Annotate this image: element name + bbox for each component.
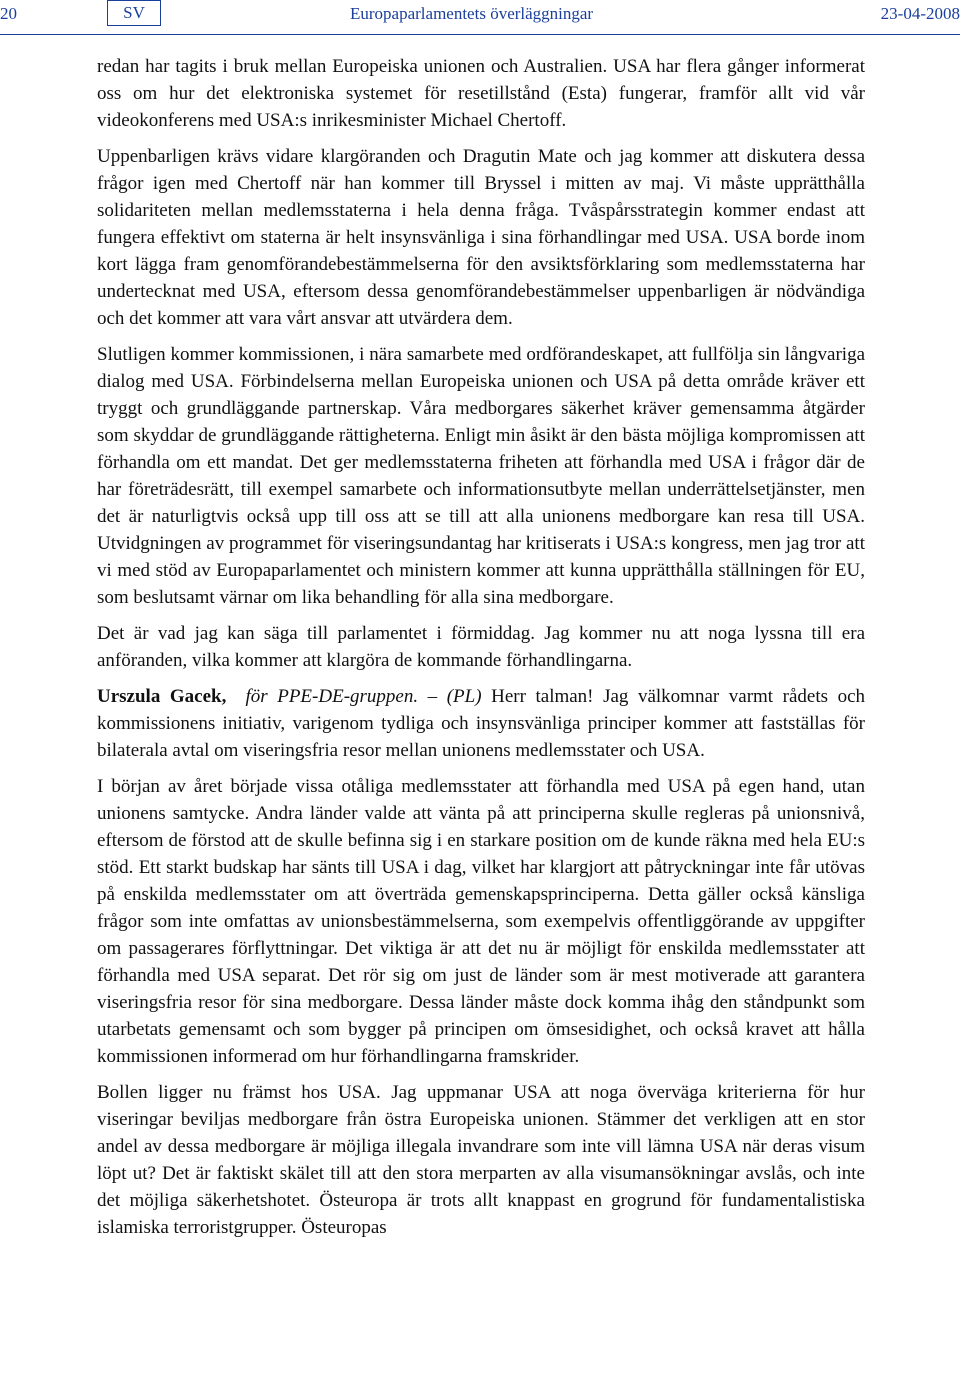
speech-text: Herr talman! Jag välkomnar varmt rådets och kommissionens initiativ, varigenom tydliga och insynsvänliga principer kommer att fastställas för bilaterala avtal om viseringsfria resor mellan unionens medlemsstater och USA. [97,686,865,761]
paragraph: I början av året började vissa otåliga medlemsstater att förhandla med USA på egen hand, utan unionens samtycke. Andra länder valde att vänta på att principerna skulle regleras på unionsnivå, eftersom de förstod att de skulle befinna sig i en starkare position om de kunde räkna med hela EU:s stöd. Ett starkt budskap har sänts till USA i dag, vilket har klargjort att påtryckningar inte får utövas på enskilda medlemsstater om att överträda gemenskapsprinciperna. Detta gäller också känsliga frågor som inte omfattas av unionsbestämmelserna, som exempelvis offentliggörande av uppgifter om passagerares förflyttningar. Det viktiga är att det nu är möjligt för enskilda medlemsstater att förhandla med USA separat. Det rör sig om just de länder som är mest motiverade att garantera viseringsfria resor för sina medborgare. Dessa länder måste dock komma ihåg den ståndpunkt som utarbetats gemensamt och som bygger på principen om ömsesidighet, och också kravet att hålla kommissionen informerad om hur förhandlingarna framskrider. [97,776,865,1067]
document-body [97,53,865,1250]
page-number: 20 [0,4,17,23]
paragraph: Det är vad jag kan säga till parlamentet i förmiddag. Jag kommer nu att noga lyssna till era anföranden, vilka kommer att klargöra de kommande förhandlingarna. [97,623,865,671]
header-divider [0,34,960,35]
paragraph: redan har tagits i bruk mellan Europeiska unionen och Australien. USA har flera gånger informerat oss om hur det elektroniska systemet för resetillstånd (Esta) fungerar, framför allt vid vår videokonferens med USA:s inrikesminister Michael Chertoff. [97,56,865,131]
paragraph: Bollen ligger nu främst hos USA. Jag uppmanar USA att noga överväga kriterierna för hur viseringar beviljas medborgare från östra Europeiska unionen. Stämmer det verkligen att en stor andel av dessa medborgare är möjliga illegala invandrare som inte vill lämna USA när deras visum löpt ut? Det är faktiskt skälet till att den stora merparten av alla visumansökningar avslås, och inte det möjliga säkerhetshotet. Östeuropa är trots allt knappast en grogrund för fundamentalistiska islamiska terroristgrupper. Östeuropas [97,1082,865,1238]
paragraph: Uppenbarligen krävs vidare klargöranden och Dragutin Mate och jag kommer att diskutera dessa frågor igen med Chertoff när han kommer till Bryssel i mitten av maj. Vi måste upprätthålla solidariteten mellan medlemsstaterna i hela denna fråga. Tvåspårsstrategin kommer endast att fungera effektivt om staterna är helt insynsvänliga i sina förhandlingar med USA. USA borde inom kort lägga fram genomförandebestämmelserna för den avsiktsförklaring som medlemsstaterna har undertecknat med USA, eftersom dessa genomförandebestämmelser uppenbarligen är nödvändiga och det kommer att vara vårt ansvar att utvärdera dem. [97,146,865,329]
paragraph: Slutligen kommer kommissionen, i nära samarbete med ordförandeskapet, att fullfölja sin långvariga dialog med USA. Förbindelserna mellan Europeiska unionen och USA på detta område kräver ett tryggt och grundläggande partnerskap. Våra medborgares säkerhet kräver gemensamma åtgärder som skyddar de grundläggande rättigheterna. Enligt min åsikt är den bästa möjliga kompromissen att förhandla om ett mandat. Det ger medlemsstaterna friheten att förhandla med USA i frågor där de har företrädesrätt, till exempel samarbete och informationsutbyte mellan underrättelsetjänster, men det är naturligtvis också upp till oss att se till att alla unionens medborgare kan resa till USA. Utvidgningen av programmet för viseringsundantag har kritiserats i USA:s kongress, men jag tror att vi med stöd av Europaparlamentet och ministern kommer att kunna upprätthålla ställningen för EU, som beslutsamt värnar om lika behandling för alla sina medborgare. [97,344,865,608]
speech-paragraph [97,683,865,764]
language-code-box: SV [107,0,161,26]
document-date: 23-04-2008 [880,4,960,23]
speaker-role: för PPE-DE-gruppen. – (PL) [245,686,482,707]
document-title: Europaparlamentets överläggningar [350,4,594,23]
speaker-name: Urszula Gacek, [97,686,227,707]
page-header [0,0,960,34]
